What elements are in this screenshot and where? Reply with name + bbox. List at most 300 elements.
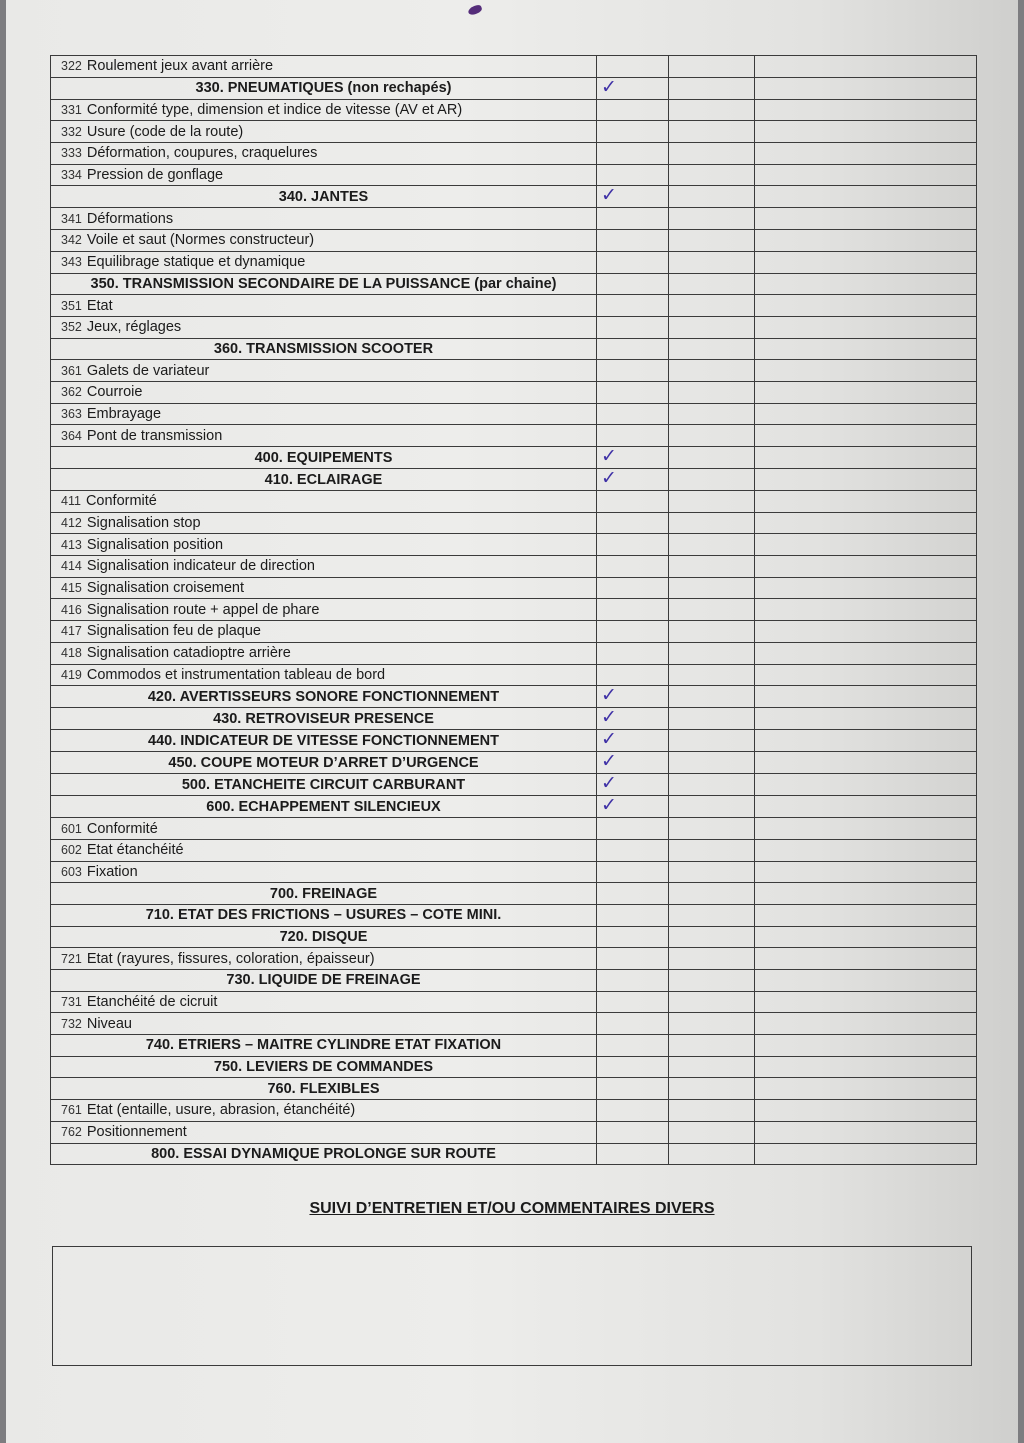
row-label-cell	[51, 338, 597, 360]
blank-cell[interactable]	[669, 1078, 755, 1100]
handwritten-check-icon: ✓	[601, 729, 617, 751]
blank-cell[interactable]	[755, 164, 977, 186]
item-number: 417	[61, 624, 82, 639]
blank-cell[interactable]	[669, 556, 755, 578]
item-label: Etanchéité de cicruit	[86, 994, 218, 1011]
blank-cell[interactable]	[755, 818, 977, 840]
row-label-cell	[51, 186, 597, 208]
blank-cell[interactable]	[669, 818, 755, 840]
blank-cell[interactable]	[755, 360, 977, 382]
check-cell[interactable]	[597, 839, 669, 861]
check-cell[interactable]	[597, 143, 669, 165]
item-number: 364	[61, 428, 82, 443]
section-title: 700. FREINAGE	[269, 885, 378, 902]
blank-cell[interactable]	[669, 1143, 755, 1165]
blank-cell[interactable]	[755, 861, 977, 883]
checklist-row	[51, 164, 977, 186]
blank-cell[interactable]	[755, 1143, 977, 1165]
item-label: Signalisation stop	[86, 515, 201, 532]
check-cell[interactable]	[597, 56, 669, 78]
item-number: 343	[61, 255, 82, 270]
row-label-cell	[51, 295, 597, 317]
blank-cell[interactable]	[669, 642, 755, 664]
item-number: 762	[61, 1125, 82, 1140]
item-number: 415	[61, 581, 82, 596]
section-row	[51, 970, 977, 992]
checklist-row	[51, 208, 977, 230]
section-row	[51, 752, 977, 774]
check-cell[interactable]	[597, 403, 669, 425]
item-label: Signalisation position	[86, 536, 224, 553]
row-label-cell	[51, 1143, 597, 1165]
section-row	[51, 186, 977, 208]
item-label: Etat (rayures, fissures, coloration, épaisseur)	[86, 950, 375, 967]
blank-cell[interactable]	[755, 316, 977, 338]
item-label: Etat étanchéité	[86, 842, 184, 859]
check-cell[interactable]	[597, 425, 669, 447]
section-title: 440. INDICATEUR DE VITESSE FONCTIONNEMENT	[148, 732, 499, 749]
blank-cell[interactable]	[669, 577, 755, 599]
blank-cell[interactable]	[755, 642, 977, 664]
blank-cell[interactable]	[669, 534, 755, 556]
blank-cell[interactable]	[755, 904, 977, 926]
checklist-row	[51, 512, 977, 534]
checklist-row	[51, 56, 977, 78]
row-label-cell	[51, 621, 597, 643]
item-number: 334	[61, 168, 82, 183]
checklist-row	[51, 991, 977, 1013]
blank-cell[interactable]	[669, 1121, 755, 1143]
item-label: Embrayage	[86, 405, 162, 422]
check-cell[interactable]	[597, 730, 669, 752]
checklist-row	[51, 251, 977, 273]
handwritten-check-icon: ✓	[601, 751, 617, 773]
blank-cell[interactable]	[669, 1100, 755, 1122]
check-cell[interactable]	[597, 1056, 669, 1078]
blank-cell[interactable]	[755, 56, 977, 78]
section-title: 720. DISQUE	[279, 928, 368, 945]
section-title: 600. ECHAPPEMENT SILENCIEUX	[206, 798, 441, 815]
section-title: 410. ECLAIRAGE	[264, 471, 383, 488]
item-label: Commodos et instrumentation tableau de bord	[86, 666, 386, 683]
blank-cell[interactable]	[755, 403, 977, 425]
blank-cell[interactable]	[755, 338, 977, 360]
item-number: 602	[61, 843, 82, 858]
check-cell[interactable]	[597, 556, 669, 578]
check-cell[interactable]	[597, 512, 669, 534]
inspection-checklist-table	[50, 55, 977, 1165]
blank-cell[interactable]	[755, 534, 977, 556]
check-cell[interactable]	[597, 926, 669, 948]
section-row	[51, 686, 977, 708]
blank-cell[interactable]	[669, 991, 755, 1013]
check-cell[interactable]	[597, 338, 669, 360]
section-row	[51, 469, 977, 491]
blank-cell[interactable]	[669, 143, 755, 165]
blank-cell[interactable]	[669, 796, 755, 818]
check-cell[interactable]	[597, 774, 669, 796]
blank-cell[interactable]	[669, 208, 755, 230]
check-cell[interactable]	[597, 642, 669, 664]
blank-cell[interactable]	[669, 861, 755, 883]
check-cell[interactable]	[597, 295, 669, 317]
blank-cell[interactable]	[669, 730, 755, 752]
blank-cell[interactable]	[669, 251, 755, 273]
check-cell[interactable]	[597, 121, 669, 143]
section-row	[51, 708, 977, 730]
row-label-cell	[51, 381, 597, 403]
section-row	[51, 926, 977, 948]
blank-cell[interactable]	[755, 948, 977, 970]
checklist-row	[51, 664, 977, 686]
row-label-cell	[51, 1078, 597, 1100]
blank-cell[interactable]	[669, 926, 755, 948]
handwritten-check-icon: ✓	[601, 185, 617, 207]
handwritten-check-icon: ✓	[601, 468, 617, 489]
blank-cell[interactable]	[669, 77, 755, 99]
item-label: Conformité type, dimension et indice de vitesse (AV et AR)	[86, 102, 463, 119]
blank-cell[interactable]	[669, 599, 755, 621]
blank-cell[interactable]	[755, 926, 977, 948]
check-cell[interactable]	[597, 316, 669, 338]
blank-cell[interactable]	[755, 273, 977, 295]
item-label: Etat	[86, 297, 113, 314]
row-label-cell	[51, 491, 597, 513]
item-label: Déformations	[86, 210, 174, 227]
row-label-cell	[51, 686, 597, 708]
comments-box[interactable]	[52, 1246, 972, 1366]
row-label-cell	[51, 77, 597, 99]
blank-cell[interactable]	[669, 381, 755, 403]
row-label-cell	[51, 534, 597, 556]
check-cell[interactable]	[597, 904, 669, 926]
blank-cell[interactable]	[755, 752, 977, 774]
check-cell[interactable]	[597, 77, 669, 99]
blank-cell[interactable]	[669, 469, 755, 491]
row-label-cell	[51, 425, 597, 447]
comments-title: SUIVI D’ENTRETIEN ET/OU COMMENTAIRES DIVERS	[309, 1200, 715, 1217]
item-number: 351	[61, 298, 82, 313]
blank-cell[interactable]	[755, 774, 977, 796]
item-label: Déformation, coupures, craquelures	[86, 145, 318, 162]
row-label-cell	[51, 121, 597, 143]
blank-cell[interactable]	[755, 491, 977, 513]
section-row	[51, 338, 977, 360]
row-label-cell	[51, 1100, 597, 1122]
blank-cell[interactable]	[755, 295, 977, 317]
handwritten-check-icon: ✓	[601, 685, 617, 707]
row-label-cell	[51, 164, 597, 186]
check-cell[interactable]	[597, 1078, 669, 1100]
item-label: Voile et saut (Normes constructeur)	[86, 232, 315, 249]
row-label-cell	[51, 99, 597, 121]
check-cell[interactable]	[597, 164, 669, 186]
check-cell[interactable]	[597, 381, 669, 403]
item-label: Signalisation croisement	[86, 580, 245, 597]
blank-cell[interactable]	[669, 56, 755, 78]
blank-cell[interactable]	[755, 577, 977, 599]
check-cell[interactable]	[597, 861, 669, 883]
blank-cell[interactable]	[669, 425, 755, 447]
item-label: Pression de gonflage	[86, 167, 224, 184]
checklist-row	[51, 621, 977, 643]
blank-cell[interactable]	[669, 186, 755, 208]
section-row	[51, 1056, 977, 1078]
item-number: 363	[61, 406, 82, 421]
section-title: 350. TRANSMISSION SECONDAIRE DE LA PUISSANCE (par chaine)	[90, 275, 557, 292]
check-cell[interactable]	[597, 360, 669, 382]
checklist-row	[51, 599, 977, 621]
item-label: Equilibrage statique et dynamique	[86, 254, 306, 271]
check-cell[interactable]	[597, 447, 669, 469]
check-cell[interactable]	[597, 1035, 669, 1057]
check-cell[interactable]	[597, 621, 669, 643]
blank-cell[interactable]	[755, 664, 977, 686]
blank-cell[interactable]	[755, 970, 977, 992]
blank-cell[interactable]	[669, 512, 755, 534]
blank-cell[interactable]	[669, 403, 755, 425]
blank-cell[interactable]	[669, 883, 755, 905]
blank-cell[interactable]	[755, 883, 977, 905]
blank-cell[interactable]	[755, 796, 977, 818]
blank-cell[interactable]	[755, 1035, 977, 1057]
row-label-cell	[51, 991, 597, 1013]
blank-cell[interactable]	[755, 77, 977, 99]
row-label-cell	[51, 599, 597, 621]
blank-cell[interactable]	[669, 1056, 755, 1078]
section-title: 450. COUPE MOTEUR D’ARRET D’URGENCE	[168, 754, 479, 771]
blank-cell[interactable]	[755, 556, 977, 578]
blank-cell[interactable]	[669, 1035, 755, 1057]
item-number: 322	[61, 59, 82, 74]
section-title: 400. EQUIPEMENTS	[254, 449, 393, 466]
blank-cell[interactable]	[669, 621, 755, 643]
row-label-cell	[51, 316, 597, 338]
checklist-row	[51, 143, 977, 165]
section-title: 750. LEVIERS DE COMMANDES	[213, 1059, 434, 1076]
row-label-cell	[51, 861, 597, 883]
blank-cell[interactable]	[755, 1078, 977, 1100]
row-label-cell	[51, 469, 597, 491]
section-title: 760. FLEXIBLES	[267, 1080, 380, 1097]
check-cell[interactable]	[597, 273, 669, 295]
check-cell[interactable]	[597, 970, 669, 992]
row-label-cell	[51, 556, 597, 578]
check-cell[interactable]	[597, 796, 669, 818]
section-title: 740. ETRIERS – MAITRE CYLINDRE ETAT FIXATION	[145, 1037, 502, 1054]
section-row	[51, 796, 977, 818]
item-number: 331	[61, 103, 82, 118]
checklist-row	[51, 403, 977, 425]
row-label-cell	[51, 403, 597, 425]
checklist-row	[51, 121, 977, 143]
blank-cell[interactable]	[755, 708, 977, 730]
blank-cell[interactable]	[755, 991, 977, 1013]
blank-cell[interactable]	[669, 970, 755, 992]
blank-cell[interactable]	[669, 839, 755, 861]
item-label: Signalisation indicateur de direction	[86, 558, 315, 575]
row-label-cell	[51, 730, 597, 752]
section-row	[51, 1143, 977, 1165]
blank-cell[interactable]	[755, 99, 977, 121]
section-title: 430. RETROVISEUR PRESENCE	[213, 710, 434, 727]
check-cell[interactable]	[597, 534, 669, 556]
section-row	[51, 447, 977, 469]
blank-cell[interactable]	[755, 208, 977, 230]
item-label: Conformité	[86, 820, 158, 837]
item-number: 361	[61, 363, 82, 378]
checklist-row	[51, 491, 977, 513]
section-row	[51, 730, 977, 752]
section-title: 420. AVERTISSEURS SONORE FONCTIONNEMENT	[147, 688, 500, 705]
item-label: Roulement jeux avant arrière	[86, 58, 274, 75]
handwritten-check-icon: ✓	[601, 773, 617, 795]
blank-cell[interactable]	[669, 491, 755, 513]
check-cell[interactable]	[597, 1013, 669, 1035]
blank-cell[interactable]	[755, 730, 977, 752]
blank-cell[interactable]	[755, 686, 977, 708]
ink-mark	[467, 4, 483, 16]
row-label-cell	[51, 447, 597, 469]
row-label-cell	[51, 664, 597, 686]
blank-cell[interactable]	[755, 621, 977, 643]
blank-cell[interactable]	[755, 447, 977, 469]
blank-cell[interactable]	[755, 1100, 977, 1122]
item-number: 603	[61, 864, 82, 879]
blank-cell[interactable]	[669, 686, 755, 708]
blank-cell[interactable]	[669, 273, 755, 295]
check-cell[interactable]	[597, 818, 669, 840]
blank-cell[interactable]	[669, 904, 755, 926]
blank-cell[interactable]	[755, 230, 977, 252]
blank-cell[interactable]	[669, 99, 755, 121]
check-cell[interactable]	[597, 991, 669, 1013]
check-cell[interactable]	[597, 1121, 669, 1143]
check-cell[interactable]	[597, 948, 669, 970]
checklist-row	[51, 316, 977, 338]
checklist-row	[51, 1100, 977, 1122]
check-cell[interactable]	[597, 577, 669, 599]
checklist-row	[51, 534, 977, 556]
blank-cell[interactable]	[669, 295, 755, 317]
row-label-cell	[51, 360, 597, 382]
item-number: 411	[61, 494, 81, 509]
item-label: Etat (entaille, usure, abrasion, étanchéité)	[86, 1102, 356, 1119]
check-cell[interactable]	[597, 491, 669, 513]
check-cell[interactable]	[597, 708, 669, 730]
check-cell[interactable]	[597, 186, 669, 208]
blank-cell[interactable]	[669, 664, 755, 686]
check-cell[interactable]	[597, 469, 669, 491]
item-number: 333	[61, 146, 82, 161]
item-label: Pont de transmission	[86, 427, 223, 444]
blank-cell[interactable]	[669, 948, 755, 970]
row-label-cell	[51, 1056, 597, 1078]
blank-cell[interactable]	[669, 774, 755, 796]
checklist-row	[51, 360, 977, 382]
checklist-row	[51, 861, 977, 883]
row-label-cell	[51, 796, 597, 818]
item-number: 412	[61, 516, 82, 531]
blank-cell[interactable]	[669, 447, 755, 469]
section-title: 800. ESSAI DYNAMIQUE PROLONGE SUR ROUTE	[151, 1145, 496, 1162]
blank-cell[interactable]	[755, 251, 977, 273]
section-title: 360. TRANSMISSION SCOOTER	[213, 340, 434, 357]
blank-cell[interactable]	[755, 469, 977, 491]
item-number: 332	[61, 124, 82, 139]
check-cell[interactable]	[597, 208, 669, 230]
blank-cell[interactable]	[755, 1056, 977, 1078]
item-number: 721	[61, 951, 82, 966]
checklist-row	[51, 425, 977, 447]
blank-cell[interactable]	[755, 425, 977, 447]
row-label-cell	[51, 642, 597, 664]
blank-cell[interactable]	[669, 121, 755, 143]
row-label-cell	[51, 512, 597, 534]
checklist-row	[51, 818, 977, 840]
blank-cell[interactable]	[755, 143, 977, 165]
blank-cell[interactable]	[755, 599, 977, 621]
check-cell[interactable]	[597, 752, 669, 774]
section-row	[51, 1035, 977, 1057]
blank-cell[interactable]	[755, 839, 977, 861]
item-label: Signalisation route + appel de phare	[86, 601, 320, 618]
blank-cell[interactable]	[755, 381, 977, 403]
check-cell[interactable]	[597, 599, 669, 621]
check-cell[interactable]	[597, 686, 669, 708]
checklist-row	[51, 839, 977, 861]
blank-cell[interactable]	[755, 1013, 977, 1035]
blank-cell[interactable]	[669, 316, 755, 338]
item-number: 414	[61, 559, 82, 574]
blank-cell[interactable]	[669, 1013, 755, 1035]
blank-cell[interactable]	[669, 164, 755, 186]
section-row	[51, 883, 977, 905]
check-cell[interactable]	[597, 664, 669, 686]
blank-cell[interactable]	[669, 752, 755, 774]
check-cell[interactable]	[597, 883, 669, 905]
check-cell[interactable]	[597, 251, 669, 273]
row-label-cell	[51, 56, 597, 78]
row-label-cell	[51, 839, 597, 861]
section-row	[51, 273, 977, 295]
row-label-cell	[51, 143, 597, 165]
item-label: Conformité	[85, 493, 157, 510]
row-label-cell	[51, 577, 597, 599]
item-number: 418	[61, 646, 82, 661]
item-label: Galets de variateur	[86, 362, 210, 379]
blank-cell[interactable]	[755, 1121, 977, 1143]
blank-cell[interactable]	[669, 338, 755, 360]
blank-cell[interactable]	[669, 360, 755, 382]
check-cell[interactable]	[597, 99, 669, 121]
blank-cell[interactable]	[755, 121, 977, 143]
blank-cell[interactable]	[755, 186, 977, 208]
blank-cell[interactable]	[755, 512, 977, 534]
blank-cell[interactable]	[669, 230, 755, 252]
check-cell[interactable]	[597, 230, 669, 252]
item-number: 362	[61, 385, 82, 400]
check-cell[interactable]	[597, 1100, 669, 1122]
checklist-row	[51, 381, 977, 403]
checklist-row	[51, 556, 977, 578]
checklist-row	[51, 1121, 977, 1143]
blank-cell[interactable]	[669, 708, 755, 730]
row-label-cell	[51, 1013, 597, 1035]
row-label-cell	[51, 904, 597, 926]
check-cell[interactable]	[597, 1143, 669, 1165]
row-label-cell	[51, 970, 597, 992]
